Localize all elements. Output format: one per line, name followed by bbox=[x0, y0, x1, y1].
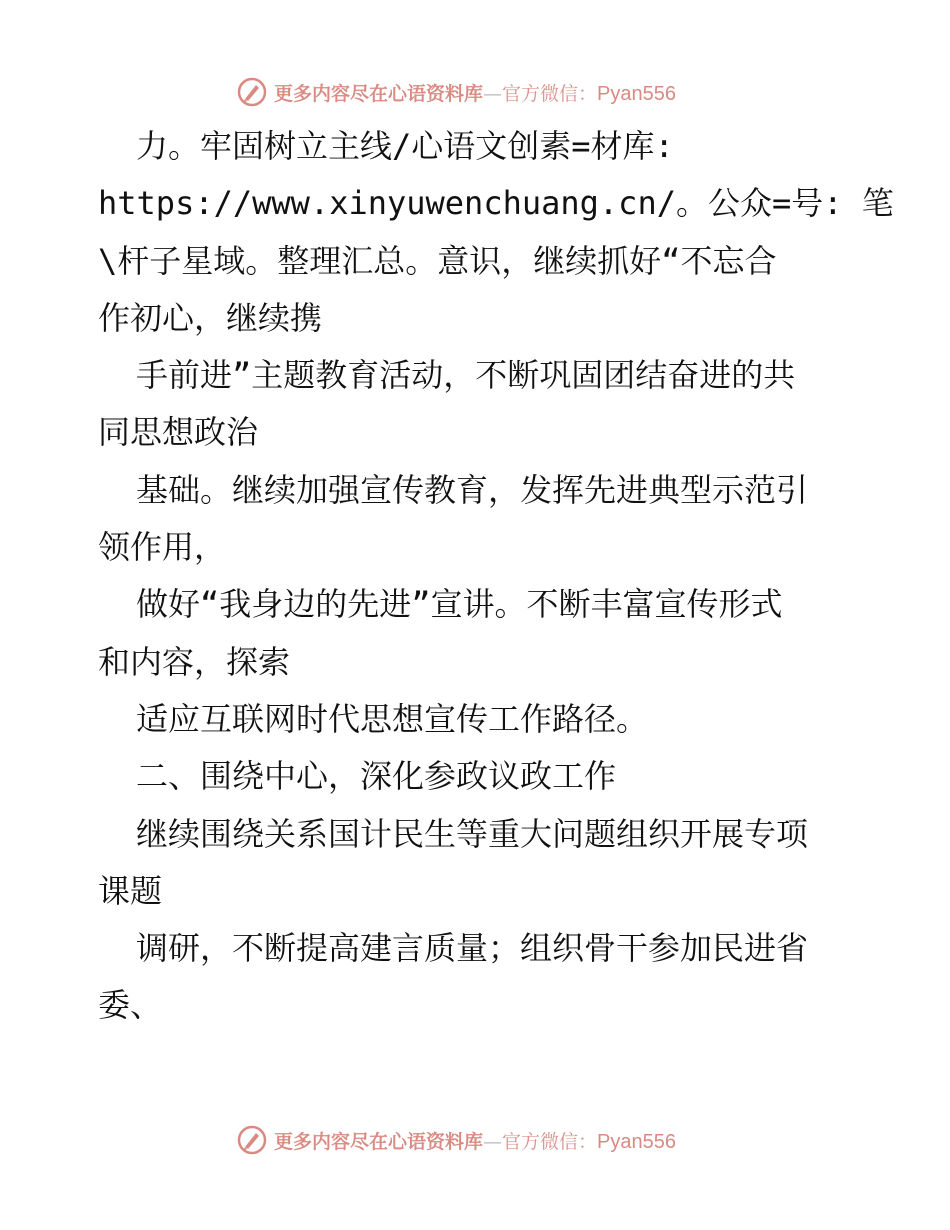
watermark-account: Pyan556 bbox=[597, 82, 676, 105]
footer-watermark bbox=[236, 1120, 756, 1160]
text-line: 作初心，继续携 bbox=[98, 298, 323, 337]
text-line: 二、围绕中心，深化参政议政工作 bbox=[136, 757, 617, 796]
watermark-separator: — bbox=[483, 82, 503, 105]
text-line: 领作用， bbox=[98, 528, 227, 567]
watermark-text bbox=[274, 1127, 676, 1154]
watermark-account: Pyan556 bbox=[597, 1130, 676, 1153]
header-watermark bbox=[236, 72, 756, 112]
text-line: 课题 bbox=[98, 871, 163, 910]
watermark-text bbox=[274, 79, 676, 106]
text-line: 力。牢固树立主线/心语文创素=材库: bbox=[136, 127, 674, 165]
watermark-separator: — bbox=[483, 1130, 503, 1153]
text-line: 委、 bbox=[98, 986, 163, 1025]
text-line: \杆子星域。整理汇总。意识，继续抓好“不忘合 bbox=[98, 241, 777, 280]
pen-logo-icon bbox=[236, 1124, 268, 1156]
watermark-brand: 更多内容尽在心语资料库 bbox=[274, 82, 484, 105]
text-line: 继续围绕关系国计民生等重大问题组织开展专项 bbox=[136, 814, 809, 853]
text-line: https://www.xinyuwenchuang.cn/。公众=号: 笔 bbox=[98, 184, 894, 223]
text-line: 同思想政治 bbox=[98, 413, 259, 452]
text-line: 适应互联网时代思想宣传工作路径。 bbox=[136, 699, 649, 738]
text-line: 手前进”主题教育活动，不断巩固团结奋进的共 bbox=[136, 356, 796, 395]
text-line: 和内容，探索 bbox=[98, 642, 291, 681]
pen-logo-icon bbox=[236, 76, 268, 108]
watermark-official: 官方微信： bbox=[502, 1130, 598, 1153]
watermark-official: 官方微信： bbox=[502, 82, 598, 105]
watermark-brand: 更多内容尽在心语资料库 bbox=[274, 1130, 484, 1153]
document-body bbox=[98, 118, 894, 1035]
text-line: 基础。继续加强宣传教育，发挥先进典型示范引 bbox=[136, 470, 809, 509]
text-line: 调研，不断提高建言质量；组织骨干参加民进省 bbox=[136, 929, 809, 968]
text-line: 做好“我身边的先进”宣讲。不断丰富宣传形式 bbox=[136, 585, 783, 624]
